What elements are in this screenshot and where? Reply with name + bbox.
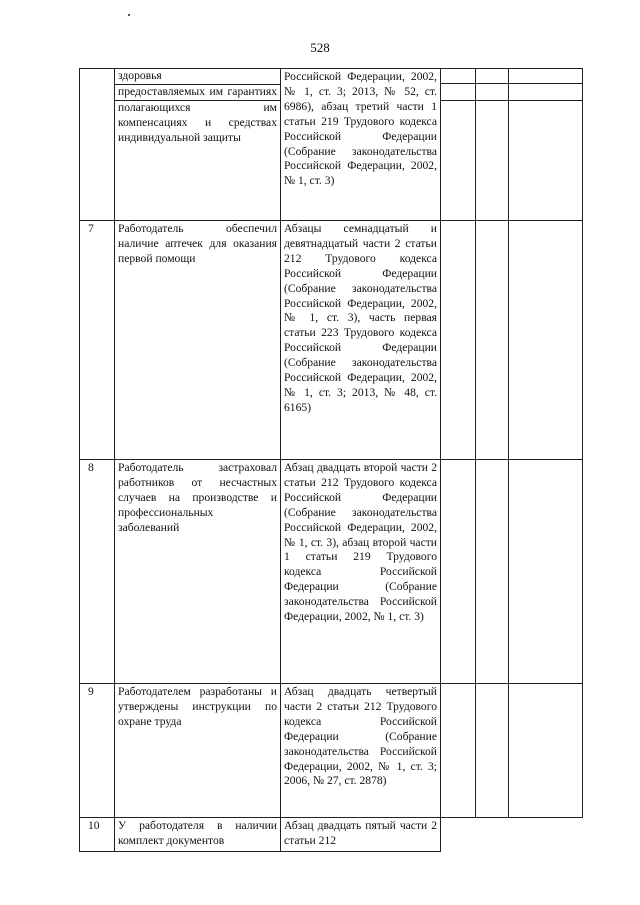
answer-no-cell [476, 221, 509, 460]
table-row [80, 221, 583, 460]
table-row [80, 818, 583, 852]
scan-speck [128, 14, 130, 16]
requirement-part: предоставляемых им гарантиях [115, 85, 280, 101]
row-number: 8 [80, 460, 115, 684]
notes-cell [509, 818, 583, 852]
requirement-cell [115, 69, 281, 221]
answer-no-cell [476, 684, 509, 818]
answer-yes-cell [441, 684, 476, 818]
requirements-table [79, 68, 583, 852]
requirement-cell: Работодатель обеспечил наличие аптечек для оказания первой помощи [115, 221, 281, 460]
answer-yes-cell [441, 221, 476, 460]
answer-yes-cell [441, 69, 476, 221]
requirement-cell: Работодателем разработаны и утверждены инструкции по охране труда [115, 684, 281, 818]
legal-reference-cell: Российской Федерации, 2002, № 1, ст. 3; 2013, № 52, ст. 6986), абзац третий части 1 статьи 219 Трудового кодекса Российской Федерации (Собрание законодательства Российской Федерации, 2002, № 1, ст. 3) [281, 69, 441, 221]
row-number [80, 69, 115, 221]
page-number: 528 [310, 40, 330, 55]
answer-no-cell [476, 460, 509, 684]
requirement-part: полагающихся им компенсациях и средствах индивидуальной защиты [118, 100, 277, 144]
row-number: 7 [80, 221, 115, 460]
notes-cell [509, 221, 583, 460]
answer-no-cell [476, 69, 509, 221]
table-row [80, 460, 583, 684]
legal-reference-cell: Абзацы семнадцатый и девятнадцатый части 2 статьи 212 Трудового кодекса Российской Федерации (Собрание законодательства Российской Федерации, 2002, № 1, ст. 3), часть первая статьи 223 Трудового кодекса Российской Федерации (Собрание законодательства Российской Федерации, 2002, № 1, ст. 3; 2013, № 48, ст. 6165) [281, 221, 441, 460]
legal-reference-cell: Абзац двадцать четвертый части 2 статьи 212 Трудового кодекса Российской Федерации (Собрание законодательства Российской Федерации, 2002, № 1, ст. 3; 2006, № 27, ст. 2878) [281, 684, 441, 818]
requirement-cell: У работодателя в наличии комплект документов [115, 818, 281, 852]
notes-cell [509, 460, 583, 684]
answer-no-cell [476, 818, 509, 852]
row-number: 10 [80, 818, 115, 852]
requirement-part: здоровья [115, 69, 280, 85]
notes-cell [509, 69, 583, 221]
requirement-cell: Работодатель застраховал работников от несчастных случаев на производстве и профессиональных заболеваний [115, 460, 281, 684]
table-row [80, 69, 583, 221]
legal-reference-cell: Абзац двадцать пятый части 2 статьи 212 [281, 818, 441, 852]
answer-yes-cell [441, 818, 476, 852]
row-number: 9 [80, 684, 115, 818]
answer-yes-cell [441, 460, 476, 684]
notes-cell [509, 684, 583, 818]
legal-reference-cell: Абзац двадцать второй части 2 статьи 212 Трудового кодекса Российской Федерации (Собрание законодательства Российской Федерации, 2002, № 1, ст. 3), абзац второй части 1 статьи 219 Трудового кодекса Российской Федерации (Собрание законодательства Российской Федерации, 2002, № 1, ст. 3) [281, 460, 441, 684]
table-row [80, 684, 583, 818]
